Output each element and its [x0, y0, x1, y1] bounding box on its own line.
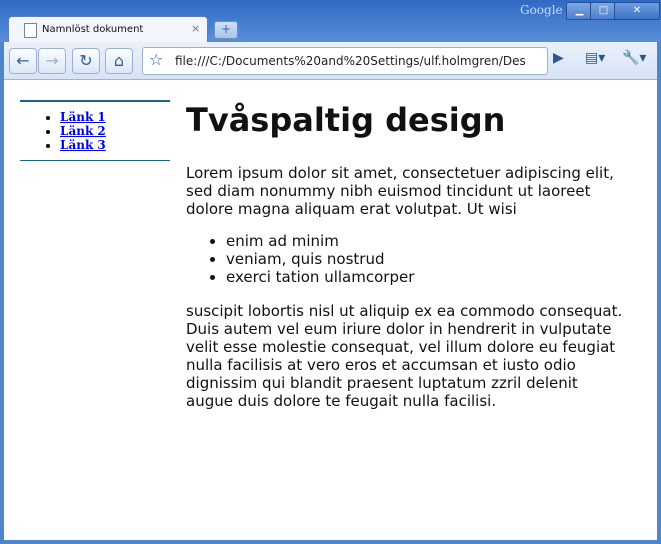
page-menu-icon[interactable]: ▤▾ — [585, 50, 606, 66]
page-heading: Tvåspaltig design — [186, 101, 506, 139]
minimize-button[interactable]: ▁ — [566, 2, 593, 20]
browser-tab[interactable] — [8, 16, 208, 43]
forward-icon[interactable]: → — [38, 48, 66, 74]
sidebar-item-link-3 — [60, 138, 170, 152]
reload-icon[interactable]: ↻ — [72, 48, 100, 74]
list-item: • enim ad minim — [226, 232, 626, 250]
back-icon[interactable]: ← — [9, 48, 37, 74]
address-text[interactable]: file:///C:/Documents%20and%20Settings/ulf.holmgren/Des — [175, 54, 526, 68]
tools-menu-icon[interactable]: 🔧▾ — [622, 50, 647, 66]
address-bar[interactable] — [142, 47, 548, 75]
link-1[interactable]: Länk 1 — [60, 110, 106, 124]
main-content — [186, 98, 626, 410]
paragraph-2: suscipit lobortis nisl ut aliquip ex ea commodo consequat. Duis autem vel eum iriure dolor in hendrerit in vulputate velit esse molestie consequat, vel illum dolore eu feugiat nulla facilisis at vero eros et accumsan et iusto odio dignissim qui blandit praesent luptatum zzril delenit augue duis dolore te feugait nulla facilisi. — [186, 302, 623, 410]
tab-title: Namnlöst dokument — [42, 24, 144, 35]
list-item: • veniam, quis nostrud — [226, 250, 626, 268]
close-window-button[interactable]: ✕ — [614, 2, 660, 20]
google-brand: Google — [520, 3, 563, 17]
paragraph-1: Lorem ipsum dolor sit amet, consectetuer adipiscing elit, sed diam nonummy nibh euismod tincidunt ut laoreet dolore magna aliquam erat volutpat. Ut wisi — [186, 164, 614, 218]
browser-toolbar — [4, 42, 657, 80]
sidebar-link-list — [20, 110, 170, 152]
page-viewport — [4, 80, 657, 540]
link-3[interactable]: Länk 3 — [60, 138, 106, 152]
link-2[interactable]: Länk 2 — [60, 124, 106, 138]
content-list — [186, 232, 626, 286]
star-icon[interactable]: ☆ — [149, 50, 164, 69]
document-icon — [24, 23, 37, 38]
maximize-button[interactable]: □ — [590, 2, 617, 20]
sidebar-item-link-2 — [60, 124, 170, 138]
home-icon[interactable]: ⌂ — [105, 48, 133, 74]
list-item: • exerci tation ullamcorper — [226, 268, 626, 286]
new-tab-button[interactable]: + — [214, 21, 238, 39]
sidebar-navigation — [20, 100, 170, 161]
tab-close-icon[interactable]: × — [191, 22, 201, 35]
go-icon[interactable]: ▶ — [553, 50, 564, 66]
sidebar-item-link-1 — [60, 110, 170, 124]
